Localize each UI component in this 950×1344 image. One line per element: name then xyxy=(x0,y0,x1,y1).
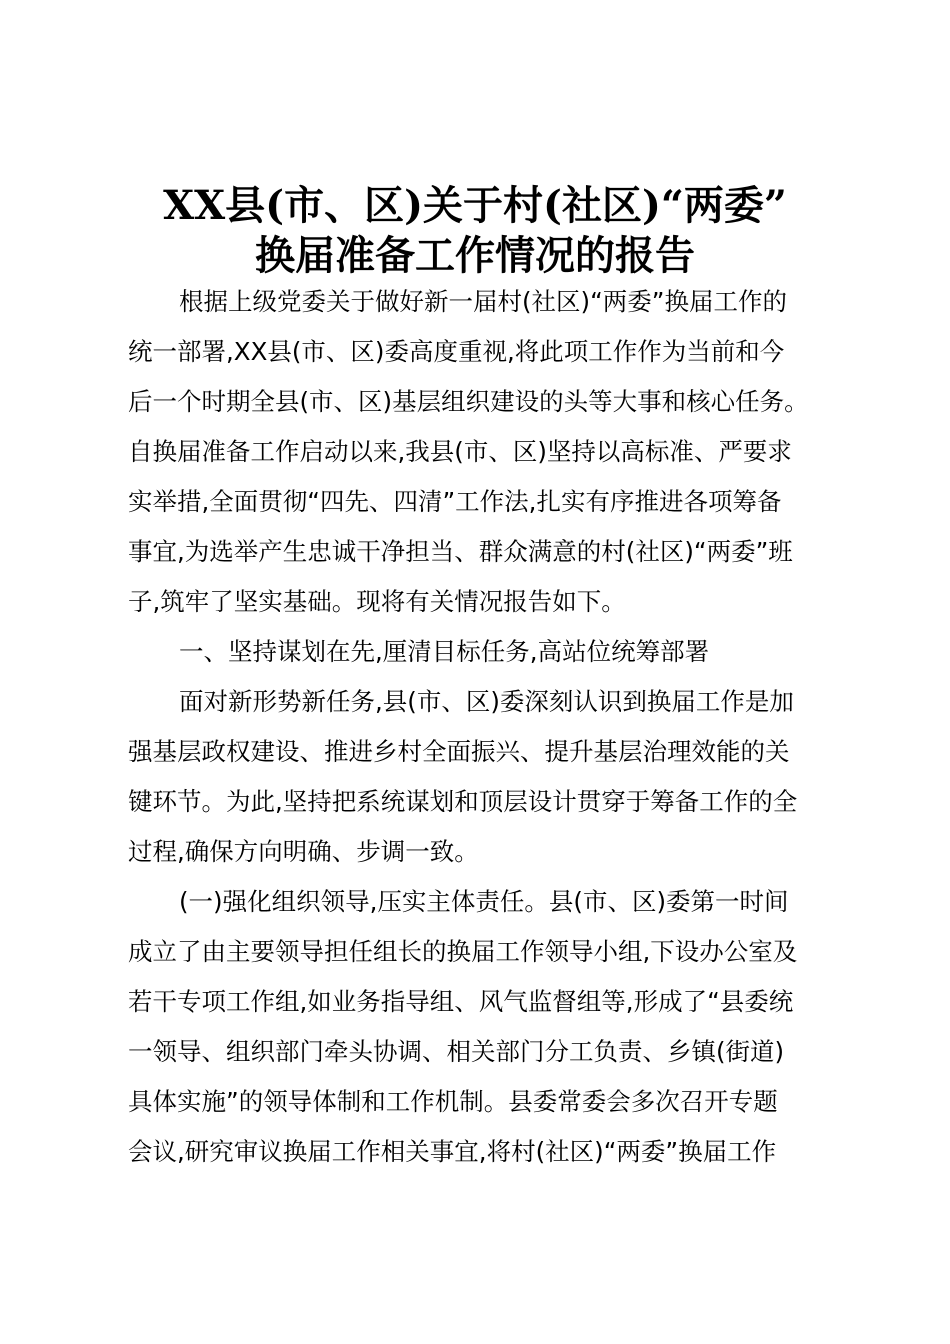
intro-line: 后一个时期全县(市、区)基层组织建设的头等大事和核心任务。 xyxy=(128,387,809,416)
section-1-line: 强基层政权建设、推进乡村全面振兴、提升基层治理效能的关 xyxy=(128,737,790,766)
intro-line: 自换届准备工作启动以来,我县(市、区)坚持以高标准、严要求 xyxy=(128,437,792,466)
section-1-line: 过程,确保方向明确、步调一致。 xyxy=(128,837,479,866)
document-title-line-2: 换届准备工作情况的报告 xyxy=(255,232,695,279)
subsection-1-line: 若干专项工作组,如业务指导组、风气监督组等,形成了“县委统 xyxy=(128,987,794,1016)
subsection-1-line: 一领导、组织部门牵头协调、相关部门分工负责、乡镇(街道) xyxy=(128,1037,785,1066)
section-1-line: 键环节。为此,坚持把系统谋划和顶层设计贯穿于筹备工作的全 xyxy=(128,787,798,816)
intro-line: 统一部署,XX县(市、区)委高度重视,将此项工作作为当前和今 xyxy=(128,337,785,366)
subsection-1-line: 会议,研究审议换届工作相关事宜,将村(社区)“两委”换届工作 xyxy=(128,1137,777,1166)
subsection-1-line: 成立了由主要领导担任组长的换届工作领导小组,下设办公室及 xyxy=(128,937,798,966)
intro-line: 事宜,为选举产生忠诚干净担当、群众满意的村(社区)“两委”班 xyxy=(128,537,793,566)
intro-line: 实举措,全面贯彻“四先、四清”工作法,扎实有序推进各项筹备 xyxy=(128,487,782,516)
intro-line: 子,筑牢了坚实基础。现将有关情况报告如下。 xyxy=(128,587,626,616)
intro-line: 根据上级党委关于做好新一届村(社区)“两委”换届工作的 xyxy=(179,287,787,316)
subsection-1-line: (一)强化组织领导,压实主体责任。县(市、区)委第一时间 xyxy=(179,887,789,916)
section-1-line: 面对新形势新任务,县(市、区)委深刻认识到换届工作是加 xyxy=(179,687,794,716)
document-title-line-1: XX县(市、区)关于村(社区)“两委” xyxy=(163,182,787,229)
subsection-1-line: 具体实施”的领导体制和工作机制。县委常委会多次召开专题 xyxy=(128,1087,778,1116)
section-1-heading: 一、坚持谋划在先,厘清目标任务,高站位统筹部署 xyxy=(179,637,710,666)
